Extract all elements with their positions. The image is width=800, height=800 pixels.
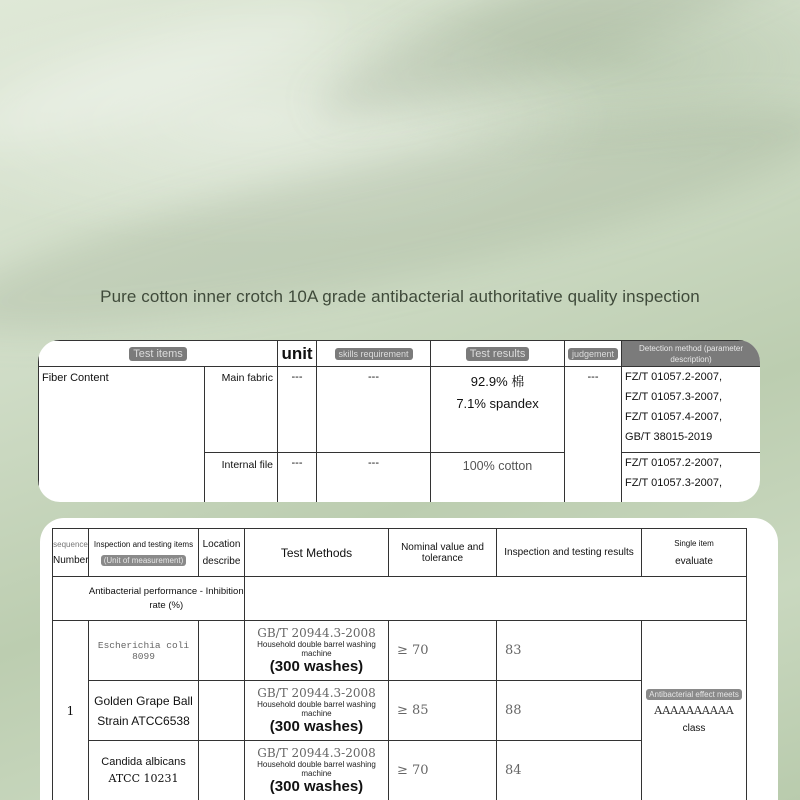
main-fabric-result-line2: 7.1% spandex	[456, 396, 539, 411]
header-number-label: Number	[53, 554, 89, 566]
judgement-value: ---	[565, 367, 622, 503]
method-note: Household double barrel washing machine	[257, 760, 376, 778]
method-line: FZ/T 01057.3-2007,	[625, 477, 723, 489]
method-standard: GB/T 20944.3-2008	[257, 686, 376, 700]
main-fabric-result	[431, 367, 565, 453]
main-fabric-methods	[622, 367, 760, 453]
header-describe-label: describe	[202, 555, 241, 567]
header-unit: unit	[278, 341, 317, 367]
header-skills-requirement: skills requirement	[317, 341, 431, 367]
header-sequence	[53, 529, 89, 577]
result-value: 88	[497, 681, 642, 741]
method-standard: GB/T 20944.3-2008	[257, 626, 376, 640]
method-washes: (300 washes)	[269, 658, 364, 675]
nominal-value: ≥ 85	[389, 681, 497, 741]
header-nominal-value: Nominal value and tolerance	[389, 529, 497, 577]
internal-file-methods	[622, 453, 760, 503]
item-line2: ATCC 10231	[108, 772, 179, 785]
method-line: FZ/T 01057.4-2007,	[625, 411, 723, 423]
method-standard: GB/T 20944.3-2008	[257, 746, 376, 760]
header-test-results: Test results	[431, 341, 565, 367]
internal-file-unit: ---	[278, 453, 317, 503]
method-washes: (300 washes)	[269, 778, 364, 795]
fiber-content-label: Fiber Content	[39, 367, 205, 503]
item-golden-grape	[89, 681, 199, 741]
internal-file-requirement: ---	[317, 453, 431, 503]
evaluation-cell	[642, 621, 747, 800]
sequence-number: 1	[53, 621, 89, 800]
method-line: FZ/T 01057.3-2007,	[625, 391, 723, 403]
main-fabric-label: Main fabric	[205, 367, 278, 453]
fiber-content-card	[38, 340, 760, 502]
nominal-value: ≥ 70	[389, 741, 497, 800]
method-cell	[245, 681, 389, 741]
nominal-value: ≥ 70	[389, 621, 497, 681]
header-single-item	[642, 529, 747, 577]
method-washes: (300 washes)	[269, 718, 364, 735]
header-inspection-items	[89, 529, 199, 577]
result-value: 83	[497, 621, 642, 681]
method-note: Household double barrel washing machine	[257, 640, 376, 658]
header-evaluate-label: evaluate	[675, 555, 713, 567]
evaluation-line1: Antibacterial effect meets	[646, 689, 742, 700]
method-line: GB/T 38015-2019	[625, 431, 713, 443]
antibacterial-table	[52, 528, 747, 800]
header-unit-label: (Unit of measurement)	[101, 555, 187, 566]
item-line1: Golden Grape Ball	[94, 693, 193, 708]
header-inspection-results: Inspection and testing results	[497, 529, 642, 577]
headline: Pure cotton inner crotch 10A grade antibacterial authoritative quality inspection	[100, 287, 700, 306]
method-cell	[245, 741, 389, 800]
header-test-methods: Test Methods	[245, 529, 389, 577]
main-fabric-result-line1: 92.9% 棉	[470, 374, 525, 389]
header-test-items: Test items	[39, 341, 278, 367]
group-label: Antibacterial performance - Inhibition rate (%)	[89, 577, 245, 621]
item-line2: Strain ATCC6538	[97, 713, 190, 728]
header-sequence-label: sequence	[53, 539, 88, 549]
item-line1: Candida albicans	[101, 756, 186, 768]
evaluation-line2: AAAAAAAAAA	[654, 703, 734, 717]
method-cell	[245, 621, 389, 681]
header-judgement: judgement	[565, 341, 622, 367]
item-escherichia: Escherichia coli 8099	[89, 621, 199, 681]
header-inspection-items-label: Inspection and testing items	[93, 539, 194, 549]
result-value: 84	[497, 741, 642, 800]
method-line: FZ/T 01057.2-2007,	[625, 457, 723, 469]
header-location-label: Location	[202, 538, 241, 550]
internal-file-result: 100% cotton	[431, 453, 565, 503]
fiber-content-table	[38, 340, 760, 502]
main-fabric-requirement: ---	[317, 367, 431, 453]
evaluation-line3: class	[682, 722, 706, 734]
header-single-item-label: Single item	[674, 538, 714, 548]
main-fabric-unit: ---	[278, 367, 317, 453]
header-detection-method: Detection method (parameter description)	[622, 341, 760, 367]
header-location	[199, 529, 245, 577]
method-note: Household double barrel washing machine	[257, 700, 376, 718]
method-line: FZ/T 01057.2-2007,	[625, 371, 723, 383]
internal-file-label: Internal file	[205, 453, 278, 503]
item-candida	[89, 741, 199, 800]
antibacterial-card	[40, 518, 778, 800]
